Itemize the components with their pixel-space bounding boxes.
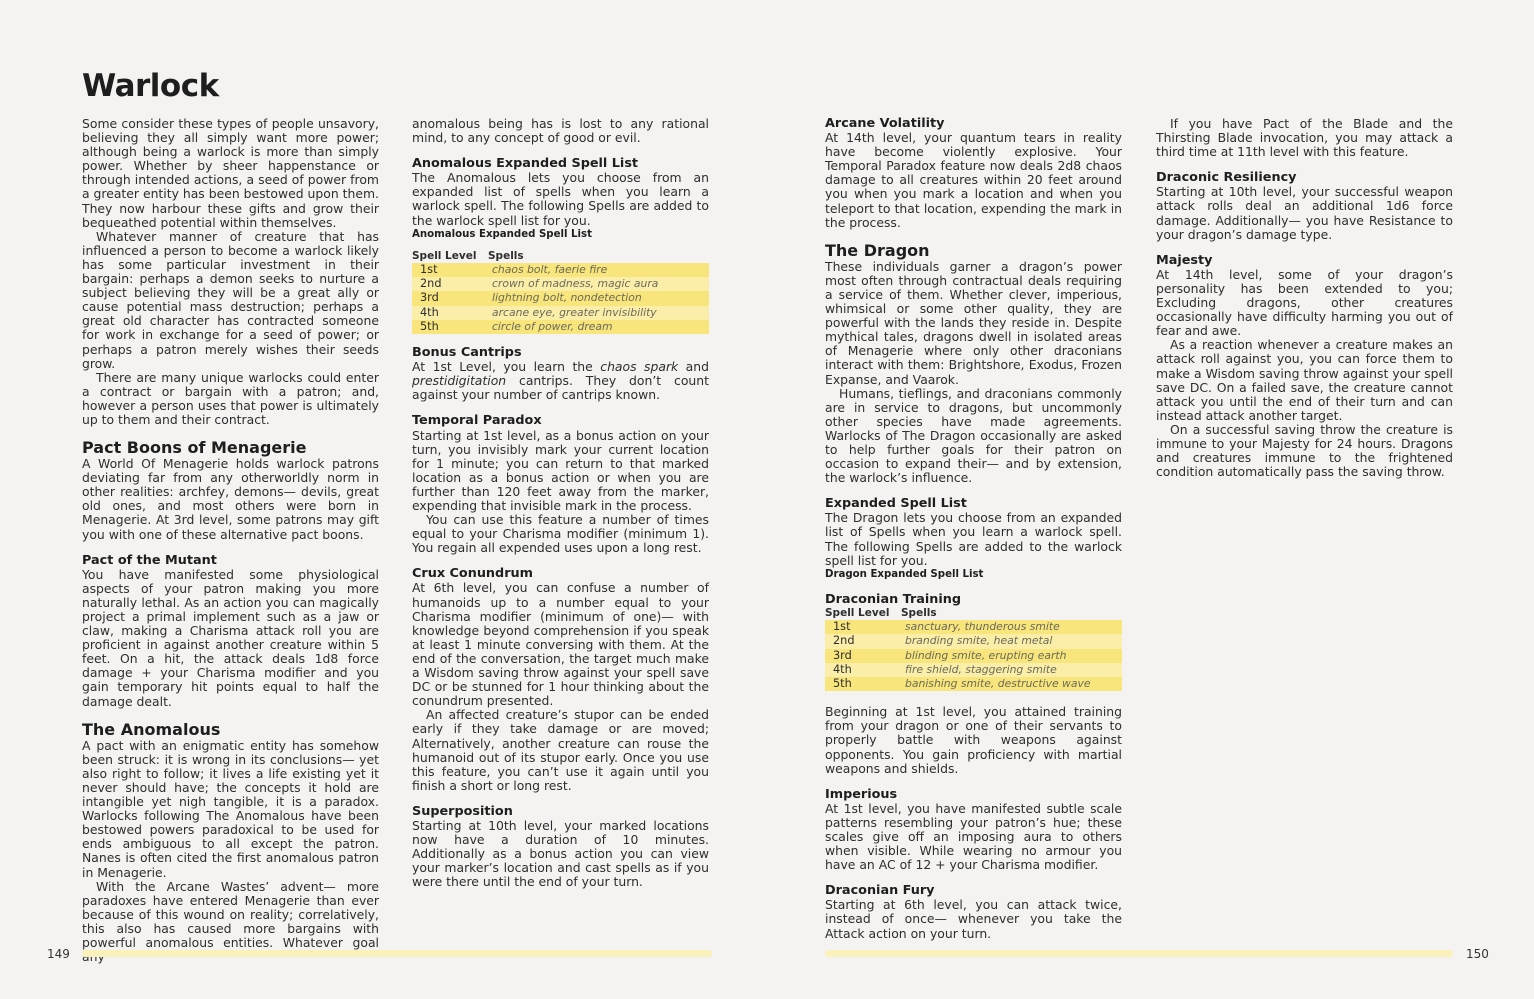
table-row: [825, 663, 1122, 677]
subheading-imperious: Imperious: [825, 786, 898, 802]
temporal-paradox-text: Starting at 1st level, as a bonus action on your turn, you invisibly mark your current location for 1 minute; you can return to that marked location as a bonus action or when you are further than 120 feet away from the marker, expending that invisible mark in the process.: [412, 427, 709, 514]
spell-level-cell: 4th: [825, 663, 901, 677]
spells-cell: blinding smite, erupting earth: [901, 649, 1122, 663]
intro-paragraph: Some consider these types of people unsavory, believing they all simply want more power; although being a warlock is more than simply power. Whether by sheer happenstance or through intended actions, a seed of power from a greater entity has been bestowed upon them. They now harbour these gifts and grow their bequeathed potential within themselves.: [82, 116, 379, 230]
spells-cell: banishing smite, destructive wave: [901, 677, 1122, 691]
subheading-temporal-paradox: Temporal Paradox: [412, 413, 542, 429]
table-label: Dragon Expanded Spell List: [825, 568, 984, 580]
dragon-spell-table: [825, 607, 1122, 691]
dragon-text: These individuals garner a dragon’s power most often through contractual deals requiring a service of them. Whether clever, imperious, whimsical or some other quality, they are powerful with the lands they reside in. Despite mythical tales, dragons dwell in isolated areas of Menagerie where only other draconians interact with them: Brightshore, Exodus, Frozen Expanse, and Vaarok.: [825, 258, 1122, 387]
spell-level-cell: 3rd: [412, 291, 488, 305]
subheading-bonus-cantrips: Bonus Cantrips: [412, 345, 522, 361]
spells-cell: crown of madness, magic aura: [488, 277, 709, 291]
crux-conundrum-text: At 6th level, you can confuse a number of humanoids up to a number equal to your Charisma modifier (minimum of one)— with knowledge beyond comprehension if you speak at least 1 minute conversing with them. At the end of the conversation, the target much make a Wisdom saving throw against your spell save DC or be stunned for 1 hour thinking about the conundrum presented.: [412, 580, 709, 709]
spells-cell: lightning bolt, nondetection: [488, 291, 709, 305]
table-row: [825, 620, 1122, 634]
subheading-arcane-volatility: Arcane Volatility: [825, 116, 945, 131]
draconic-resiliency-text: Starting at 10th level, your successful weapon attack rolls deal an additional 1d6 force damage. Additionally— you have Resistance to your dragon’s damage type.: [1156, 184, 1453, 242]
expanded-spell-list-text: The Dragon lets you choose from an expanded list of Spells when you learn a warlock spell. The following Spells are added to the warlock spell list for you.: [825, 510, 1122, 568]
spell-level-cell: 5th: [412, 320, 488, 334]
spell-name: prestidigitation: [412, 373, 507, 389]
table-label: Anomalous Expanded Spell List: [412, 228, 592, 240]
spell-level-cell: 1st: [825, 620, 901, 634]
expanded-spell-list-text: The Anomalous lets you choose from an expanded list of spells when you learn a warlock spell. The following Spells are added to the warlock spell list for you.: [412, 170, 709, 228]
anomalous-text: With the Arcane Wastes’ advent— more paradoxes have entered Menagerie than ever because of this wound on reality; correlatively, this also has caused more bargains with powerful anomalous entities. Whatever goal: [82, 878, 379, 950]
dragon-text: Humans, tieflings, and draconians commonly are in service to dragons, but uncommonly other species have made agreements. Warlocks of The Dragon occasionally are asked to help further goals for their patron on occasion to expand their— and by extension, the warlock’s influence.: [825, 385, 1122, 486]
spells-cell: sanctuary, thunderous smite: [901, 620, 1122, 634]
spell-name: chaos spark: [600, 359, 679, 375]
spell-level-cell: 1st: [412, 263, 488, 277]
spell-level-cell: 3rd: [825, 649, 901, 663]
table-row: [412, 320, 709, 334]
table-row: [825, 634, 1122, 648]
spell-level-cell: 4th: [412, 306, 488, 320]
column-2: [412, 117, 709, 889]
subheading-crux-conundrum: Crux Conundrum: [412, 566, 533, 582]
table-row: [825, 677, 1122, 691]
column-header-spells: Spells: [488, 249, 524, 262]
table-header-row: [412, 250, 709, 263]
column-1: [82, 117, 379, 964]
superposition-text: Starting at 10th level, your marked locations now have a duration of 10 minutes. Additionally as a bonus action you can view your marker’s location and cast spells as if you were there until the end of your turn.: [412, 817, 709, 890]
majesty-text: As a reaction whenever a creature makes an attack roll against you, you can force them to make a Wisdom saving throw against your spell save DC. On a failed save, the creature cannot attack you until the end of their turn and can instead attack another target.: [1156, 337, 1453, 423]
spells-cell: chaos bolt, faerie fire: [488, 263, 709, 277]
footer-bar-left: [82, 950, 712, 957]
pact-boons-text: A World Of Menagerie holds warlock patrons deviating far from any otherworldly norm in other realities: archfey, demons— devils, great old ones, and most others were born in Menagerie. At 3rd level, some patrons may gift you with one of these alternative pact boons.: [82, 456, 379, 542]
text-span: At 1st Level, you learn the: [412, 359, 601, 375]
spell-level-cell: 5th: [825, 677, 901, 691]
section-heading-the-dragon: The Dragon: [825, 240, 930, 260]
text-span: cantrips. They don’t count against your number of cantrips known.: [412, 373, 709, 403]
temporal-paradox-text: You can use this feature a number of times equal to your Charisma modifier (minimum 1). You regain all expended uses upon a long rest.: [412, 512, 709, 556]
column-header-spell-level: Spell Level: [825, 606, 890, 619]
column-4: [1156, 117, 1453, 479]
table-header-row: [825, 607, 1122, 620]
table-row: [412, 306, 709, 320]
footer-bar-right: [825, 950, 1453, 957]
column-header-spells: Spells: [901, 606, 937, 619]
page-number-right: 150: [1466, 947, 1489, 961]
column-3: [825, 117, 1122, 941]
page-title: Warlock: [82, 68, 219, 104]
spell-level-cell: 2nd: [412, 277, 488, 291]
anomalous-spell-table: [412, 250, 709, 334]
intro-paragraph: Whatever manner of creature that has influenced a person to become a warlock likely has some particular investment in their bargain: perhaps a demon seeks to nurture a subject believing they will be a great ally or cause potential mass destruction; perhaps a great old character has contracted someone for work in exchange for a seed of power; or perhaps a patron merely wishes their seeds grow.: [82, 228, 379, 371]
text-span: and: [678, 359, 709, 375]
subheading-draconian-fury: Draconian Fury: [825, 883, 935, 899]
arcane-volatility-text: At 14th level, your quantum tears in reality have become violently explosive. Your Temporal Paradox feature now deals 2d8 chaos damage to all creatures within 20 feet around you when you mark a location and when you teleport to that location, expending the mark in the process.: [825, 130, 1122, 230]
subheading-draconian-training: Draconian Training: [825, 591, 962, 607]
spells-cell: branding smite, heat metal: [901, 634, 1122, 648]
bonus-cantrips-text: [412, 360, 709, 402]
spells-cell: fire shield, staggering smite: [901, 663, 1122, 677]
section-heading-the-anomalous: The Anomalous: [82, 719, 221, 739]
table-row: [412, 291, 709, 305]
continued-text: anomalous being has is lost to any rational mind, to any concept of good or evil.: [412, 116, 709, 146]
spells-cell: circle of power, dream: [488, 320, 709, 334]
page-number-left: 149: [47, 947, 70, 961]
imperious-text: At 1st level, you have manifested subtle scale patterns resembling your patron’s hue; these scales give off an imposing aura to others when visible. While wearing no armour you have an AC of 12 + your Charisma modifier.: [825, 800, 1122, 873]
draconian-training-text: Beginning at 1st level, you attained training from your dragon or one of their servants to properly battle with weapons against opponents. You gain proficiency with martial weapons and shields.: [825, 704, 1122, 776]
table-row: [412, 277, 709, 291]
subheading-expanded-spell-list: Expanded Spell List: [825, 496, 967, 512]
draconian-fury-text: Starting at 6th level, you can attack twice, instead of once— whenever you take the Attack action on your turn.: [825, 897, 1122, 941]
majesty-text: On a successful saving throw the creature is immune to your Majesty for 24 hours. Dragons and creatures immune to the frightened condition automatically pass the saving throw.: [1156, 421, 1453, 480]
subheading-anomalous-expanded-spell-list: Anomalous Expanded Spell List: [412, 156, 639, 172]
column-header-spell-level: Spell Level: [412, 249, 477, 262]
section-heading-pact-boons: Pact Boons of Menagerie: [82, 438, 307, 458]
pact-of-the-mutant-text: You have manifested some physiological aspects of your patron making you more naturally lethal. As an action you can magically project a primal implement such as a jaw or claw, making a Charisma attack roll you are proficient in against another creature within 5 feet. On a hit, the attack deals 1d8 force damage + your Charisma modifier and you gain temporary hit points equal to half the damage dealt.: [82, 566, 379, 709]
subheading-superposition: Superposition: [412, 803, 513, 819]
anomalous-text: A pact with an enigmatic entity has somehow been struck: it is wrong in its conclusions— yet also right to follow; it lives a life existing yet it never should have; the concepts it hold are intangible yet nigh tangible, it is a paradox. Warlocks following The Anomalous have been bestowed powers paradoxical to be used for ends ambiguous to all except the patron. Nanes is often cited the first anomalous patron in Menagerie.: [82, 737, 379, 880]
spells-cell: arcane eye, greater invisibility: [488, 306, 709, 320]
crux-conundrum-text: An affected creature’s stupor can be ended early if they take damage or are moved; Alternatively, another creature can rouse the humanoid out of its stupor early. Once you use this feature, you can’t use it again until you finish a short or long rest.: [412, 707, 709, 793]
majesty-text: At 14th level, some of your dragon’s personality has been extended to you; Excluding dragons, other creatures occasionally have difficulty harming you out of fear and awe.: [1156, 266, 1453, 339]
pact-of-the-blade-text: If you have Pact of the Blade and the Thirsting Blade invocation, you may attack a third time at 11th level with this feature.: [1156, 116, 1453, 160]
table-row: [825, 649, 1122, 663]
subheading-draconic-resiliency: Draconic Resiliency: [1156, 170, 1297, 186]
table-row: [412, 263, 709, 277]
intro-paragraph: There are many unique warlocks could enter a contract or bargain with a patron; and, however a person uses that power is ultimately up to them and their contract.: [82, 369, 379, 427]
subheading-pact-of-the-mutant: Pact of the Mutant: [82, 552, 217, 568]
subheading-majesty: Majesty: [1156, 252, 1213, 268]
spell-level-cell: 2nd: [825, 634, 901, 648]
